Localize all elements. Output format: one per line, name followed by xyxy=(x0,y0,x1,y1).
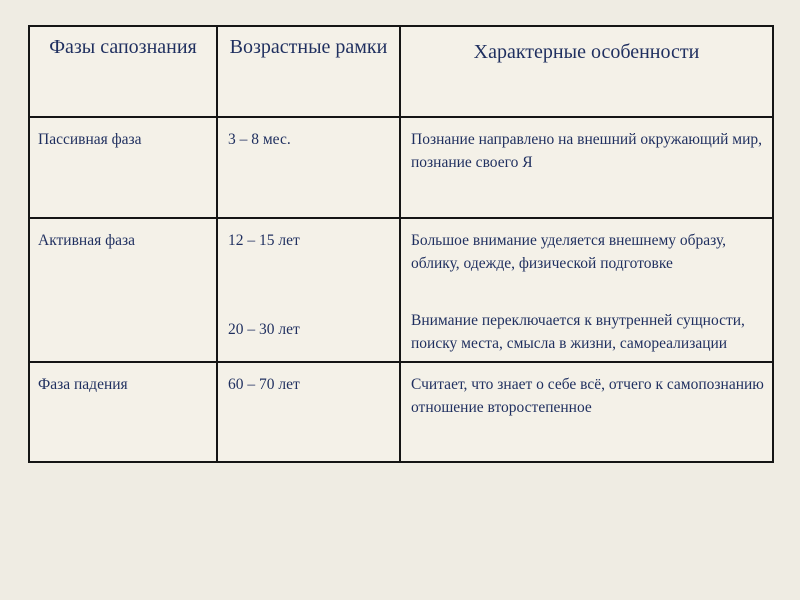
table-row xyxy=(29,218,773,362)
age-text: 3 – 8 мес. xyxy=(228,131,291,148)
header-age-range xyxy=(217,26,400,117)
features-cell xyxy=(400,218,773,362)
phase-text: Фаза падения xyxy=(38,376,128,393)
header-features xyxy=(400,26,773,117)
features-text: Познание направлено на внешний окружающий мир, познание своего Я xyxy=(411,131,763,171)
phase-text: Активная фаза xyxy=(38,232,136,249)
age-text: 60 – 70 лет xyxy=(228,376,300,393)
features-text: Большое внимание уделяется внешнему образу, облику, одежде, физической подготовке xyxy=(411,232,727,272)
phase-cell xyxy=(29,218,217,362)
header-phases-text: Фазы сапознания xyxy=(49,36,197,58)
age-cell xyxy=(217,362,400,462)
table-row xyxy=(29,362,773,462)
features-text: Считает, что знает о себе всё, отчего к самопознанию отношение второстепенное xyxy=(411,376,764,416)
features-cell xyxy=(400,117,773,218)
features-cell xyxy=(400,362,773,462)
age-text: 12 – 15 лет xyxy=(228,232,300,249)
features-text-second: Внимание переключается к внутренней сущности, поиску места, смысла в жизни, самореализации xyxy=(411,312,745,352)
header-features-text: Характерные особенности xyxy=(473,41,700,63)
phase-cell xyxy=(29,362,217,462)
header-age-range-text: Возрастные рамки xyxy=(229,36,388,58)
phase-text: Пассивная фаза xyxy=(38,131,142,148)
phase-cell xyxy=(29,117,217,218)
table-row xyxy=(29,117,773,218)
phases-table xyxy=(28,25,774,463)
header-phases xyxy=(29,26,217,117)
age-text-second: 20 – 30 лет xyxy=(228,321,300,338)
age-cell xyxy=(217,117,400,218)
age-cell xyxy=(217,218,400,362)
table-header-row xyxy=(29,26,773,117)
